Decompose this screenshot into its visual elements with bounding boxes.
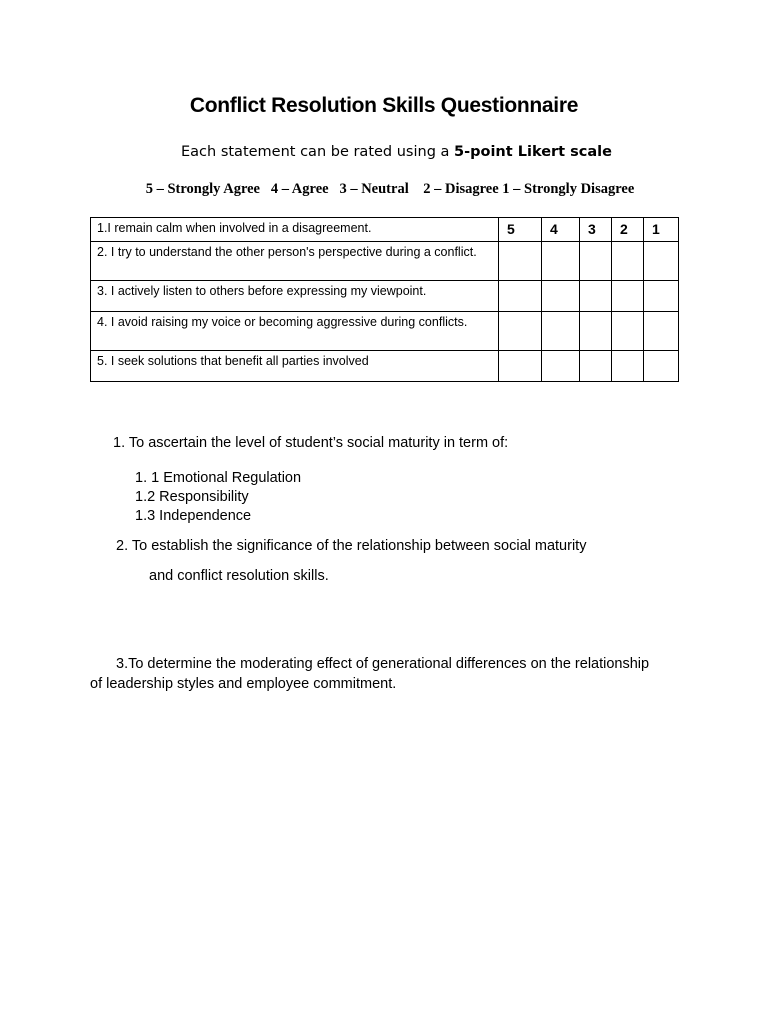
rating-cell[interactable] — [612, 312, 644, 351]
rating-cell[interactable] — [644, 351, 679, 382]
rating-cell[interactable] — [499, 242, 542, 281]
rating-cell[interactable] — [580, 281, 612, 312]
rating-header-2: 2 — [612, 218, 644, 242]
rating-header-3: 3 — [580, 218, 612, 242]
rating-cell[interactable] — [542, 351, 580, 382]
rating-instruction-text: Each statement can be rated using a — [181, 144, 455, 160]
objective-1-sub-2: 1.2 Responsibility — [135, 489, 249, 505]
table-row — [91, 281, 679, 312]
rating-cell[interactable] — [499, 351, 542, 382]
rating-cell[interactable] — [499, 281, 542, 312]
rating-cell[interactable] — [580, 351, 612, 382]
rating-cell[interactable] — [499, 312, 542, 351]
rating-cell[interactable] — [612, 242, 644, 281]
statement-cell: 5. I seek solutions that benefit all parties involved — [91, 351, 499, 382]
questionnaire-table — [90, 217, 679, 382]
rating-cell[interactable] — [542, 281, 580, 312]
statement-cell: 1.I remain calm when involved in a disagreement. — [91, 218, 499, 242]
rating-cell[interactable] — [542, 312, 580, 351]
statement-cell: 2. I try to understand the other person's perspective during a conflict. — [91, 242, 499, 281]
objective-1: 1. To ascertain the level of student’s social maturity in term of: — [113, 435, 509, 451]
objective-1-sub-3: 1.3 Independence — [135, 508, 252, 524]
table-row — [91, 242, 679, 281]
rating-cell[interactable] — [612, 281, 644, 312]
objective-3-line-2: of leadership styles and employee commitment. — [90, 676, 397, 692]
rating-instruction — [181, 144, 612, 160]
scale-legend: 5 – Strongly Agree 4 – Agree 3 – Neutral 2 – Disagree 1 – Strongly Disagree — [145, 181, 635, 197]
table-row — [91, 312, 679, 351]
rating-cell[interactable] — [644, 312, 679, 351]
rating-cell[interactable] — [644, 281, 679, 312]
table-row — [91, 218, 679, 242]
table-row — [91, 351, 679, 382]
rating-scale-name: 5-point Likert scale — [454, 144, 612, 160]
rating-cell[interactable] — [542, 242, 580, 281]
statement-cell: 4. I avoid raising my voice or becoming aggressive during conflicts. — [91, 312, 499, 351]
rating-cell[interactable] — [644, 242, 679, 281]
rating-cell[interactable] — [580, 242, 612, 281]
rating-header-4: 4 — [542, 218, 580, 242]
page-title: Conflict Resolution Skills Questionnaire — [189, 94, 579, 117]
objective-2-line-1: 2. To establish the significance of the relationship between social maturity — [116, 538, 587, 554]
objective-3-line-1: 3.To determine the moderating effect of generational differences on the relationship — [116, 656, 650, 672]
rating-header-1: 1 — [644, 218, 679, 242]
objective-2-line-2: and conflict resolution skills. — [149, 568, 329, 584]
rating-header-5: 5 — [499, 218, 542, 242]
rating-cell[interactable] — [612, 351, 644, 382]
objective-1-sub-1: 1. 1 Emotional Regulation — [135, 470, 302, 486]
rating-cell[interactable] — [580, 312, 612, 351]
statement-cell: 3. I actively listen to others before expressing my viewpoint. — [91, 281, 499, 312]
